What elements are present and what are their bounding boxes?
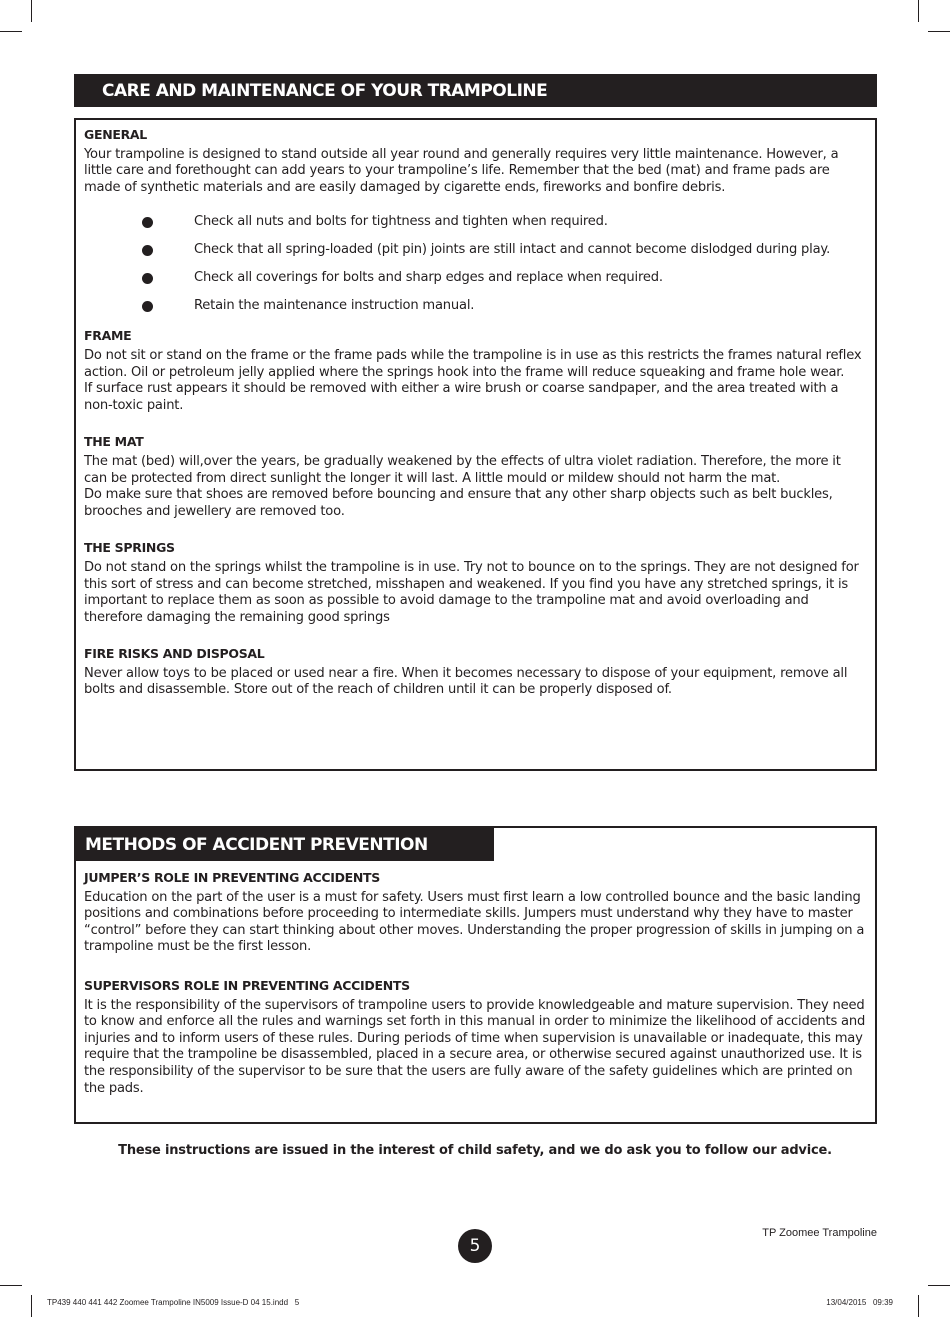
mat-text: The mat (bed) will,over the years, be gradually weakened by the effects of ultra violet radiation. Therefore, the more it can be protected from direct sunlight the longer it will last. A little mould or mildew should not harm the mat. [84,453,841,486]
checklist-item: Check that all spring-loaded (pit pin) joints are still intact and cannot become dislodged during play. [84,242,867,270]
jumper-heading: JUMPER’S ROLE IN PREVENTING ACCIDENTS [84,870,380,885]
care-section-header [74,74,877,107]
prevention-section-header [76,828,494,861]
general-text: Your trampoline is designed to stand outside all year round and generally requires very little maintenance. However, a little care and forethought can add years to your trampoline’s life. Remember that the bed (mat) and frame pads are made of synthetic materials and are easily damaged by cigarette ends, fireworks and bonfire debris. [84,146,839,195]
print-slug-date: 13/04/2015 09:39 [826,1298,893,1307]
maintenance-checklist [84,214,867,326]
care-section-content [84,127,867,699]
general-heading: GENERAL [84,127,147,142]
crop-mark [0,1285,22,1286]
bullet-icon [142,301,153,312]
bullet-icon [142,217,153,228]
crop-mark [918,1295,919,1317]
bullet-icon [142,245,153,256]
supervisor-text: It is the responsibility of the supervisors of trampoline users to provide knowledgeable and mature supervision. They need to know and enforce all the rules and warnings set forth in this manual in order to minimize the likelihood of accidents and injuries and to inform users of these rules. During periods of time when supervision is unavailable or inadequate, this may require that the trampoline be disassembled, placed in a secure area, or otherwise secured against unauthorized use. It is the responsibility of the supervisor to be sure that the users are fully aware of the safety guidelines which are printed on the pads. [84,997,866,1096]
print-slug-file: TP439 440 441 442 Zoomee Trampoline IN5009 Issue-D 04 15.indd 5 [47,1298,300,1307]
crop-mark [928,1285,950,1286]
mat-text-shoes: Do make sure that shoes are removed before bouncing and ensure that any other sharp objects such as belt buckles, brooches and jewellery are removed too. [84,487,833,519]
page-number: 5 [458,1229,492,1263]
crop-mark [918,0,919,22]
crop-mark [31,0,32,22]
mat-heading: THE MAT [84,434,144,450]
springs-heading: THE SPRINGS [84,540,175,556]
care-section-box [74,118,877,771]
care-section-title: CARE AND MAINTENANCE OF YOUR TRAMPOLINE [102,81,548,101]
bullet-icon [142,273,153,284]
checklist-item: Check all nuts and bolts for tightness and tighten when required. [84,214,867,242]
prevention-section-box [74,826,877,1124]
jumper-text: Education on the part of the user is a must for safety. Users must first learn a low controlled bounce and the basic landing positions and combinations before proceeding to intermediate skills. Jumpers must understand why they have to master “control” before they can start thinking about other moves. Understanding the proper progression of skills in jumping on a trampoline must be the first lesson. [84,889,865,955]
checklist-item: Check all coverings for bolts and sharp edges and replace when required. [84,270,867,298]
product-name: TP Zoomee Trampoline [762,1227,877,1239]
frame-heading: FRAME [84,328,132,344]
springs-text: Do not stand on the springs whilst the trampoline is in use. Try not to bounce on to the springs. They are not designed for this sort of stress and can become stretched, misshapen and weakened. If you find you have any stretched springs, it is important to replace them as soon as possible to avoid damage to the trampoline mat and avoid overloading and therefore damaging the remaining good springs [84,559,859,625]
crop-mark [0,31,22,32]
supervisor-heading: SUPERVISORS ROLE IN PREVENTING ACCIDENTS [84,977,410,993]
crop-mark [928,31,950,32]
frame-text: Do not sit or stand on the frame or the frame pads while the trampoline is in use as this restricts the frames natural reflex action. Oil or petroleum jelly applied where the springs hook into the frame will reduce squeaking and frame hole wear. [84,347,862,380]
prevention-section-title: METHODS OF ACCIDENT PREVENTION [85,835,428,855]
fire-heading: FIRE RISKS AND DISPOSAL [84,646,265,662]
crop-mark [31,1295,32,1317]
safety-footer-note: These instructions are issued in the interest of child safety, and we do ask you to follow our advice. [118,1143,832,1158]
checklist-item: Retain the maintenance instruction manual. [84,298,867,326]
frame-text-rust: If surface rust appears it should be removed with either a wire brush or coarse sandpaper, and the area treated with a non-toxic paint. [84,381,839,413]
fire-text: Never allow toys to be placed or used near a fire. When it becomes necessary to dispose of your equipment, remove all bolts and disassemble. Store out of the reach of children until it can be properly disposed of. [84,665,848,698]
prevention-section-content [84,870,867,1097]
